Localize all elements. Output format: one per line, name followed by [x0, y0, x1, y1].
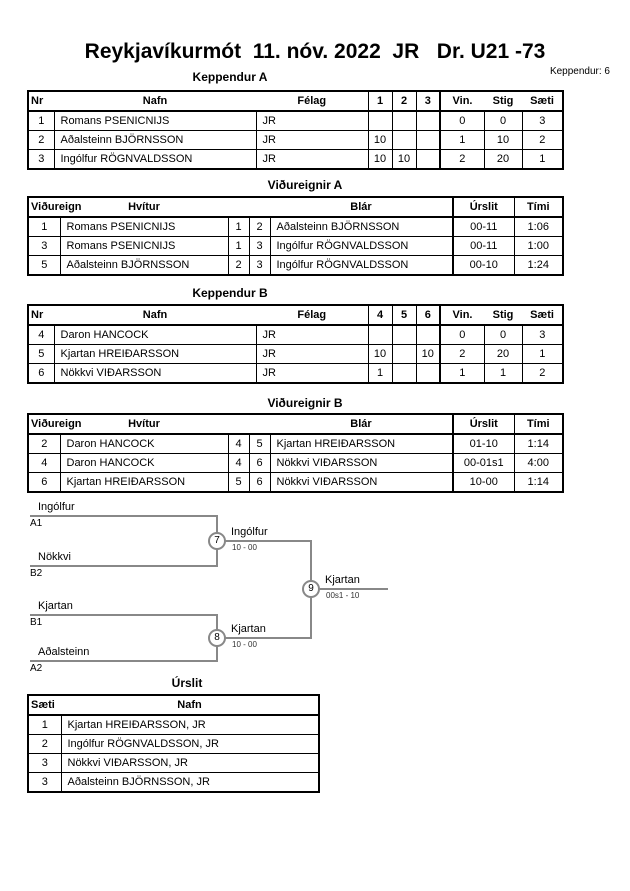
cell-timi: 4:00 [514, 454, 563, 473]
cell-vin: 0 [440, 325, 484, 345]
cell-blar-nr: 3 [249, 237, 270, 256]
col-header-hvitur: Hvítur [60, 197, 228, 217]
cell-nafn: Kjartan HREIÐARSSON [54, 345, 256, 364]
col-header-vin: Vin. [440, 305, 484, 325]
table-row [28, 715, 319, 735]
table-row [28, 434, 563, 454]
cell-match: 10 [416, 345, 440, 364]
cell-felag: JR [256, 364, 368, 384]
cell-blar: Kjartan HREIÐARSSON [270, 434, 453, 454]
cell-urslit: 01-10 [453, 434, 514, 454]
bracket-match-score: 10 - 00 [232, 543, 257, 552]
match-number-badge: 7 [208, 532, 226, 550]
col-header-stig: Stig [484, 305, 522, 325]
bracket-match-score: 10 - 00 [232, 640, 257, 649]
cell-nafn: Nökkvi VIÐARSSON [54, 364, 256, 384]
cell-saeti: 2 [522, 364, 563, 384]
cell-stig: 1 [484, 364, 522, 384]
bracket-line [30, 614, 218, 616]
col-header-urslit: Úrslit [453, 197, 514, 217]
keppendur-b-table [27, 304, 564, 384]
section-title-vidureignir-b: Viðureignir B [267, 396, 343, 410]
table-row [28, 773, 319, 793]
col-header-match-5: 5 [392, 305, 416, 325]
bracket-entry-seed: A2 [30, 663, 43, 674]
cell-urslit: 00-11 [453, 217, 514, 237]
cell-urslit: 00-11 [453, 237, 514, 256]
cell-nr: 5 [28, 345, 54, 364]
cell-vin: 1 [440, 131, 484, 150]
col-header-vidureign: Viðureign [28, 197, 60, 217]
section-title-urslit: Úrslit [171, 676, 203, 690]
cell-felag: JR [256, 150, 368, 170]
cell-match [392, 364, 416, 384]
bracket-entry-seed: B2 [30, 568, 43, 579]
bracket-entry-name: Nökkvi [38, 551, 72, 563]
vidureignir-b-table [27, 413, 564, 493]
cell-nr: 2 [28, 131, 54, 150]
cell-hvitur-nr: 4 [228, 454, 249, 473]
section-title-keppendur-b: Keppendur B [192, 286, 268, 300]
cell-match [392, 345, 416, 364]
bracket-line [30, 660, 218, 662]
col-header-blank [228, 414, 249, 434]
cell-vin: 2 [440, 150, 484, 170]
cell-nafn: Nökkvi VIÐARSSON, JR [61, 754, 319, 773]
table-row [28, 364, 563, 384]
table-header-row [28, 197, 563, 217]
cell-saeti: 1 [522, 150, 563, 170]
cell-match [392, 111, 416, 131]
cell-match-num: 6 [28, 473, 60, 493]
col-header-blar: Blár [270, 197, 453, 217]
bracket-line [218, 637, 312, 639]
table-row [28, 131, 563, 150]
cell-hvitur-nr: 1 [228, 217, 249, 237]
col-header-match-1: 1 [368, 91, 392, 111]
cell-match: 10 [368, 345, 392, 364]
cell-nafn: Daron HANCOCK [54, 325, 256, 345]
cell-felag: JR [256, 111, 368, 131]
bracket-entry-seed: B1 [30, 617, 43, 628]
bracket-entry-seed: A1 [30, 518, 43, 529]
col-header-nafn: Nafn [54, 305, 256, 325]
col-header-match-6: 6 [416, 305, 440, 325]
cell-saeti: 3 [522, 325, 563, 345]
col-header-nr: Nr [28, 305, 54, 325]
col-header-hvitur: Hvítur [60, 414, 228, 434]
cell-saeti: 2 [28, 735, 61, 754]
col-header-saeti: Sæti [522, 305, 563, 325]
bracket-line [30, 515, 218, 517]
col-header-stig: Stig [484, 91, 522, 111]
col-header-nr: Nr [28, 91, 54, 111]
match-number-badge: 9 [302, 580, 320, 598]
cell-hvitur-nr: 2 [228, 256, 249, 276]
cell-saeti: 3 [522, 111, 563, 131]
cell-stig: 20 [484, 345, 522, 364]
col-header-saeti: Sæti [522, 91, 563, 111]
cell-match [368, 111, 392, 131]
col-header-vin: Vin. [440, 91, 484, 111]
bracket-match-score: 00s1 - 10 [326, 591, 360, 600]
cell-saeti: 3 [28, 754, 61, 773]
cell-blar-nr: 5 [249, 434, 270, 454]
cell-match [416, 111, 440, 131]
cell-felag: JR [256, 345, 368, 364]
participants-count: Keppendur: 6 [549, 66, 610, 77]
cell-nafn: Kjartan HREIÐARSSON, JR [61, 715, 319, 735]
table-row [28, 256, 563, 276]
cell-vin: 1 [440, 364, 484, 384]
cell-nafn: Romans PSENICNIJS [54, 111, 256, 131]
cell-nr: 4 [28, 325, 54, 345]
cell-nafn: Ingólfur RÖGNVALDSSON [54, 150, 256, 170]
table-row [28, 454, 563, 473]
cell-timi: 1:00 [514, 237, 563, 256]
cell-hvitur: Romans PSENICNIJS [60, 217, 228, 237]
col-header-blank [249, 197, 270, 217]
cell-saeti: 1 [28, 715, 61, 735]
col-header-timi: Tími [514, 197, 563, 217]
cell-timi: 1:14 [514, 473, 563, 493]
col-header-match-4: 4 [368, 305, 392, 325]
cell-hvitur-nr: 5 [228, 473, 249, 493]
table-row [28, 754, 319, 773]
cell-blar-nr: 6 [249, 473, 270, 493]
bracket-line [30, 565, 218, 567]
keppendur-a-table [27, 90, 564, 170]
cell-blar-nr: 3 [249, 256, 270, 276]
cell-hvitur: Aðalsteinn BJÖRNSSON [60, 256, 228, 276]
match-number-badge: 8 [208, 629, 226, 647]
bracket-winner-name: Kjartan [325, 574, 360, 586]
cell-blar: Nökkvi VIÐARSSON [270, 473, 453, 493]
col-header-match-2: 2 [392, 91, 416, 111]
cell-saeti: 2 [522, 131, 563, 150]
col-header-nafn: Nafn [61, 695, 319, 715]
cell-nr: 1 [28, 111, 54, 131]
cell-blar-nr: 6 [249, 454, 270, 473]
vidureignir-a-table [27, 196, 564, 276]
cell-match-num: 2 [28, 434, 60, 454]
cell-match: 10 [368, 131, 392, 150]
bracket-line [312, 588, 388, 590]
cell-nafn: Ingólfur RÖGNVALDSSON, JR [61, 735, 319, 754]
col-header-blank [249, 414, 270, 434]
cell-match [416, 150, 440, 170]
cell-blar: Nökkvi VIÐARSSON [270, 454, 453, 473]
bracket-entry-name: Aðalsteinn [38, 646, 90, 658]
col-header-felag: Félag [256, 91, 368, 111]
cell-timi: 1:14 [514, 434, 563, 454]
cell-match-num: 3 [28, 237, 60, 256]
col-header-match-3: 3 [416, 91, 440, 111]
col-header-timi: Tími [514, 414, 563, 434]
cell-match [392, 325, 416, 345]
table-header-row [28, 91, 563, 111]
cell-hvitur: Daron HANCOCK [60, 434, 228, 454]
cell-urslit: 10-00 [453, 473, 514, 493]
bracket-winner-name: Kjartan [231, 623, 266, 635]
cell-blar-nr: 2 [249, 217, 270, 237]
table-row [28, 325, 563, 345]
cell-match: 10 [368, 150, 392, 170]
cell-match [416, 364, 440, 384]
table-row [28, 237, 563, 256]
bracket-entry-name: Kjartan [38, 600, 73, 612]
col-header-urslit: Úrslit [453, 414, 514, 434]
table-row [28, 217, 563, 237]
cell-match: 1 [368, 364, 392, 384]
bracket-entry-name: Ingólfur [38, 501, 75, 513]
cell-stig: 10 [484, 131, 522, 150]
cell-match-num: 1 [28, 217, 60, 237]
table-row [28, 111, 563, 131]
cell-hvitur-nr: 4 [228, 434, 249, 454]
cell-saeti: 1 [522, 345, 563, 364]
cell-match [368, 325, 392, 345]
cell-nafn: Aðalsteinn BJÖRNSSON, JR [61, 773, 319, 793]
table-header-row [28, 695, 319, 715]
bracket-line [218, 540, 312, 542]
cell-vin: 2 [440, 345, 484, 364]
col-header-vidureign: Viðureign [28, 414, 60, 434]
cell-timi: 1:06 [514, 217, 563, 237]
cell-hvitur-nr: 1 [228, 237, 249, 256]
cell-felag: JR [256, 325, 368, 345]
cell-blar: Aðalsteinn BJÖRNSSON [270, 217, 453, 237]
cell-vin: 0 [440, 111, 484, 131]
bracket-winner-name: Ingólfur [231, 526, 268, 538]
cell-match [392, 131, 416, 150]
cell-nr: 6 [28, 364, 54, 384]
cell-match-num: 4 [28, 454, 60, 473]
cell-felag: JR [256, 131, 368, 150]
col-header-blank [228, 197, 249, 217]
page-title: Reykjavíkurmót 11. nóv. 2022 JR Dr. U21 -73 [84, 40, 546, 63]
cell-hvitur: Romans PSENICNIJS [60, 237, 228, 256]
cell-stig: 0 [484, 111, 522, 131]
cell-match [416, 325, 440, 345]
col-header-nafn: Nafn [54, 91, 256, 111]
table-row [28, 735, 319, 754]
section-title-vidureignir-a: Viðureignir A [267, 178, 343, 192]
cell-urslit: 00-10 [453, 256, 514, 276]
table-row [28, 345, 563, 364]
cell-urslit: 00-01s1 [453, 454, 514, 473]
cell-match [416, 131, 440, 150]
cell-timi: 1:24 [514, 256, 563, 276]
table-row [28, 473, 563, 493]
table-header-row [28, 305, 563, 325]
cell-stig: 20 [484, 150, 522, 170]
cell-blar: Ingólfur RÖGNVALDSSON [270, 237, 453, 256]
cell-nr: 3 [28, 150, 54, 170]
cell-nafn: Aðalsteinn BJÖRNSSON [54, 131, 256, 150]
cell-hvitur: Daron HANCOCK [60, 454, 228, 473]
cell-match-num: 5 [28, 256, 60, 276]
table-header-row [28, 414, 563, 434]
col-header-saeti: Sæti [28, 695, 61, 715]
cell-blar: Ingólfur RÖGNVALDSSON [270, 256, 453, 276]
table-row [28, 150, 563, 170]
cell-hvitur: Kjartan HREIÐARSSON [60, 473, 228, 493]
section-title-keppendur-a: Keppendur A [192, 70, 268, 84]
col-header-blar: Blár [270, 414, 453, 434]
urslit-table [27, 694, 320, 793]
cell-match: 10 [392, 150, 416, 170]
cell-stig: 0 [484, 325, 522, 345]
col-header-felag: Félag [256, 305, 368, 325]
cell-saeti: 3 [28, 773, 61, 793]
